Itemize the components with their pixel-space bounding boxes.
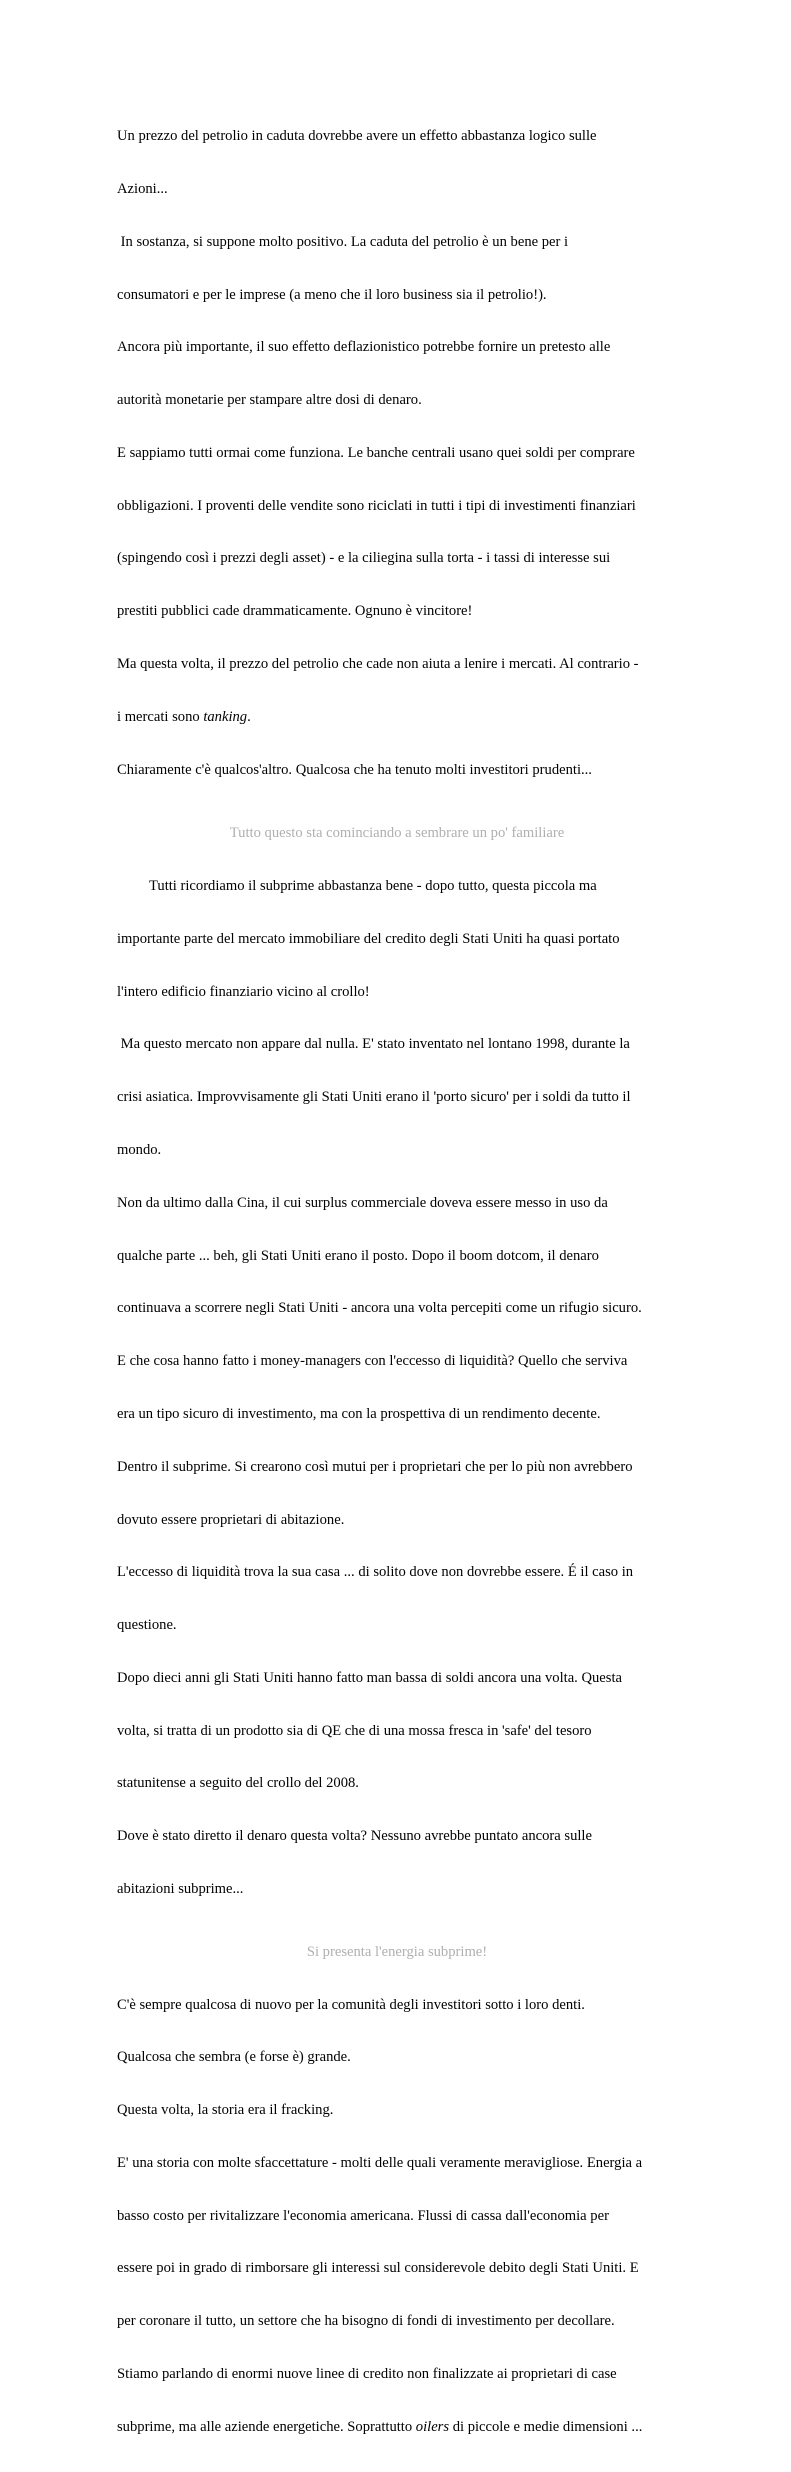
text-fragment: di piccole e medie dimensioni ... [449, 2418, 643, 2435]
text-line: era un tipo sicuro di investimento, ma con la prospettiva di un rendimento decente. [117, 1405, 601, 1422]
text-line-indented [117, 878, 677, 896]
italic-term: oilers [415, 2418, 450, 2435]
document-page [117, 93, 677, 2472]
text-line: Dopo dieci anni gli Stati Uniti hanno fatto man bassa di soldi ancora una volta. Questa [117, 1669, 622, 1686]
spacer [117, 814, 677, 825]
text-line: C'è sempre qualcosa di nuovo per la comunità degli investitori sotto i loro denti. [117, 1996, 585, 2013]
text-line: l'intero edificio finanziario vicino al crollo! [117, 983, 370, 1000]
text-line: Dove è stato diretto il denaro questa volta? Nessuno avrebbe puntato ancora sulle [117, 1828, 592, 1845]
text-line: consumatori e per le imprese (a meno che il loro business sia il petrolio!). [117, 286, 547, 303]
text-line: Chiaramente c'è qualcos'altro. Qualcosa che ha tenuto molti investitori prudenti... [117, 761, 592, 778]
text-line: continuava a scorrere negli Stati Uniti - ancora una volta percepiti come un rifugio sicuro. [117, 1300, 642, 1317]
text-line: E che cosa hanno fatto i money-managers con l'eccesso di liquidità? Quello che serviva [117, 1353, 628, 1370]
spacer [117, 1934, 677, 1944]
text-line: Azioni... [117, 180, 168, 197]
text-line-tanking [117, 709, 677, 727]
text-line: questione. [117, 1617, 177, 1634]
text-line: mondo. [117, 1142, 162, 1159]
text-line: crisi asiatica. Improvvisamente gli Stati Uniti erano il 'porto sicuro' per i soldi da tutto il [117, 1089, 631, 1106]
text-line-oilers [117, 2419, 677, 2437]
text-line: essere poi in grado di rimborsare gli interessi sul considerevole debito degli Stati Uniti. E [117, 2260, 639, 2277]
text-line: statunitense a seguito del crollo del 2008. [117, 1775, 359, 1792]
text-line: In sostanza, si suppone molto positivo. La caduta del petrolio è un bene per i [117, 233, 569, 250]
text-line: Ma questo mercato non appare dal nulla. E' stato inventato nel lontano 1998, durante la [117, 1036, 630, 1053]
text-line: qualche parte ... beh, gli Stati Uniti erano il posto. Dopo il boom dotcom, il denaro [117, 1247, 599, 1264]
text-line: obbligazioni. I proventi delle vendite sono riciclati in tutti i tipi di investimenti finanziari [117, 497, 636, 514]
text-line: Stiamo parlando di enormi nuove linee di credito non finalizzate ai proprietari di case [117, 2366, 617, 2382]
text-line: dovuto essere proprietari di abitazione. [117, 1511, 345, 1528]
text-fragment: Tutti ricordiamo il subprime abbastanza bene - dopo tutto, questa piccola ma [149, 878, 597, 895]
text-fragment: i mercati sono [117, 708, 204, 725]
text-line: prestiti pubblici cade drammaticamente. Ognuno è vincitore! [117, 603, 473, 620]
section-heading: Tutto questo sta cominciando a sembrare un po' familiare [229, 825, 565, 842]
text-line: Ancora più importante, il suo effetto deflazionistico potrebbe fornire un pretesto alle [117, 339, 611, 356]
text-fragment: subprime, ma alle aziende energetiche. Soprattutto [117, 2418, 416, 2435]
text-line: volta, si tratta di un prodotto sia di QE che di una mossa fresca in 'safe' del tesoro [117, 1722, 592, 1739]
italic-term: tanking [203, 708, 248, 725]
paragraph-subprime [117, 843, 677, 1934]
text-line: Dentro il subprime. Si crearono così mutui per i proprietari che per lo più non avrebbero [117, 1458, 633, 1475]
text-line: importante parte del mercato immobiliare del credito degli Stati Uniti ha quasi portato [117, 930, 620, 947]
text-line: E sappiamo tutti ormai come funziona. Le banche centrali usano quei soldi per comprare [117, 444, 635, 461]
text-line: autorità monetarie per stampare altre dosi di denaro. [117, 392, 422, 409]
text-line: Qualcosa che sembra (e forse è) grande. [117, 2049, 351, 2066]
text-line: Non da ultimo dalla Cina, il cui surplus commerciale doveva essere messo in uso da [117, 1194, 608, 1211]
text-line: (spingendo così i prezzi degli asset) - e la ciliegina sulla torta - i tassi di interesse sui [117, 550, 611, 567]
text-line: per coronare il tutto, un settore che ha bisogno di fondi di investimento per decollare. [117, 2313, 615, 2330]
section-heading: Si presenta l'energia subprime! [306, 1943, 488, 1960]
text-line: Ma questa volta, il prezzo del petrolio che cade non aiuta a lenire i mercati. Al contrario - [117, 656, 639, 672]
text-line: abitazioni subprime... [117, 1880, 244, 1897]
paragraph-energy-subprime [117, 1961, 677, 2471]
text-fragment: . [247, 708, 251, 725]
text-line: E' una storia con molte sfaccettature - molti delle quali veramente meravigliose. Energia a [117, 2154, 643, 2171]
text-line: Questa volta, la storia era il fracking. [117, 2102, 334, 2119]
text-line: L'eccesso di liquidità trova la sua casa ... di solito dove non dovrebbe essere. É il caso in [117, 1564, 634, 1581]
text-line: Un prezzo del petrolio in caduta dovrebbe avere un effetto abbastanza logico sulle [117, 128, 597, 145]
text-line: basso costo per rivitalizzare l'economia americana. Flussi di cassa dall'economia per [117, 2207, 609, 2224]
paragraph-oil-price [117, 93, 677, 814]
